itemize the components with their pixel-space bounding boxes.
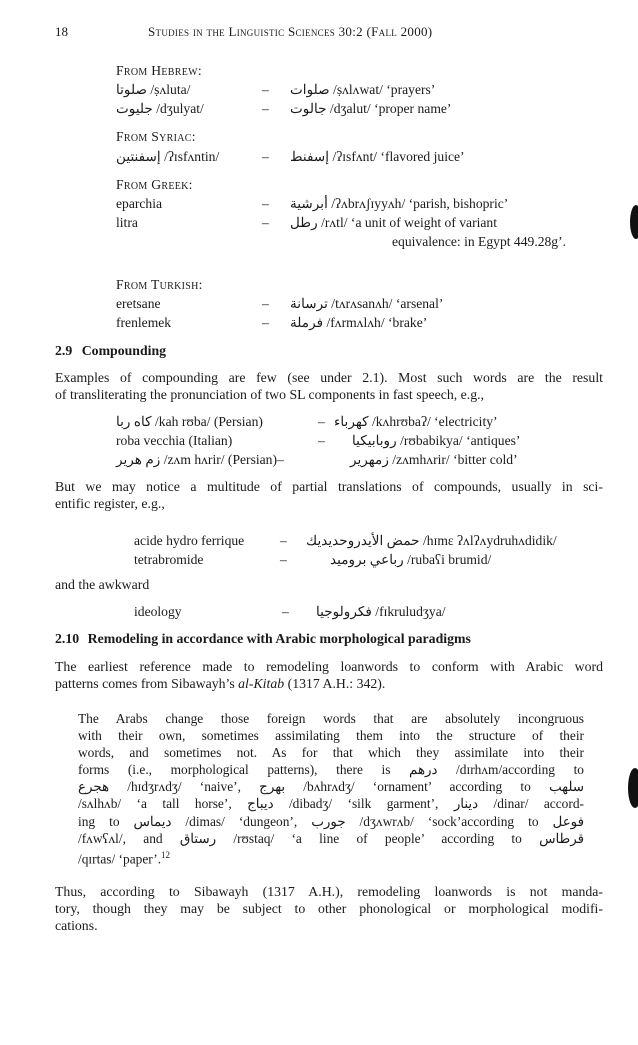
section-title: Compounding	[81, 343, 167, 358]
partial-translation-1-left: acide hydro ferrique	[134, 533, 245, 548]
section-2-10-closing	[55, 883, 603, 935]
quote-line: with their own, sometimes assimilating them into the structure of their	[78, 728, 584, 744]
section-number: 2.9	[55, 343, 73, 358]
dash: –	[262, 149, 269, 164]
dash: –	[262, 296, 269, 311]
hebrew-row-2-left: جليوت /dʒulyat/	[116, 101, 204, 116]
quote-end: /qɪrtas/ ‘paper’.	[78, 851, 162, 867]
quote-line: هجرع /hɪdʒrʌdʒ/ ‘naive’, بهرج /bʌhrʌdʒ/ ‘ornament’ according to سلهب	[78, 779, 584, 795]
text-line: The earliest reference made to remodeling loanwords to conform with Arabic word	[55, 659, 603, 674]
text-line: cations.	[55, 918, 98, 934]
turkish-row-2-left: frenlemek	[116, 315, 172, 330]
syriac-row-1-left: إسفنتين /ʔɪsfʌntin/	[116, 149, 220, 164]
dash: –	[318, 414, 325, 429]
section-2-9-middle	[55, 478, 603, 512]
greek-row-2-right: رطل /rʌtl/ ‘a unit of weight of variant	[290, 215, 498, 230]
section-2-9-heading	[55, 343, 166, 359]
compound-example-3-left: زم هرير /zʌm hʌrir/ (Persian)–	[116, 452, 284, 467]
awkward-line: and the awkward	[55, 577, 150, 592]
footnote-ref: 12	[161, 849, 171, 860]
running-head: Studies in the Linguistic Sciences 30:2 (Fall 2000)	[148, 24, 433, 39]
binding-hole-mark	[630, 205, 638, 239]
compound-example-1-left: كاه ربا /kah rʊba/ (Persian)	[116, 414, 263, 429]
section-2-10-heading	[55, 631, 471, 647]
binding-hole-mark	[628, 768, 638, 808]
greek-row-1-left: eparchia	[116, 196, 163, 211]
section-2-10-intro	[55, 658, 603, 692]
turkish-row-1-right: ترسانة /tʌrʌsanʌh/ ‘arsenal’	[290, 296, 444, 311]
quote-line: ing to ديماس /dimas/ ‘dungeon’, جورب /dʒʌwrʌb/ ‘sock’according to فوعل	[78, 813, 584, 829]
sibawayh-quote	[78, 710, 584, 867]
greek-row-2-left: litra	[116, 215, 138, 230]
text-line: But we may notice a multitude of partial translations of compounds, usually in sci-	[55, 479, 603, 494]
hebrew-row-1-right: صلوات /ṣʌlʌwat/ ‘prayers’	[290, 82, 436, 97]
awkward-example-left: ideology	[134, 604, 182, 619]
awkward-example-right: فكرولوجيا /fɪkruludʒya/	[316, 604, 446, 619]
partial-translation-2-right: رباعي بروميد /rubaʕi brumid/	[330, 552, 492, 567]
hebrew-heading: From Hebrew:	[116, 63, 202, 78]
dash: –	[262, 196, 269, 211]
page-number: 18	[55, 24, 68, 39]
compound-example-3-right: زمهرير /zʌmhʌrir/ ‘bitter cold’	[350, 452, 518, 467]
partial-translation-1-right: حمض الأيدروحديديك /hɪmɛ ʔʌlʔʌydruhʌdidik/	[306, 533, 557, 548]
dash: –	[282, 604, 289, 619]
text-line: Thus, according to Sibawayh (1317 A.H.), remodeling loanwords is not manda-	[55, 884, 603, 899]
quote-line: words, and sometimes not. As for that which they assimilate into their	[78, 745, 584, 761]
dash: –	[280, 533, 287, 548]
text-line: entific register, e.g.,	[55, 496, 165, 512]
section-2-9-intro	[55, 369, 603, 403]
compound-example-2-right: روبابيكيا /rʊbabikya/ ‘antiques’	[352, 433, 521, 448]
syriac-row-1-right: إسفنط /ʔɪsfʌnt/ ‘flavored juice’	[290, 149, 465, 164]
section-number: 2.10	[55, 631, 80, 646]
greek-row-2-continuation: equivalence: in Egypt 449.28g’.	[392, 234, 567, 249]
turkish-row-1-left: eretsane	[116, 296, 161, 311]
dash: –	[262, 315, 269, 330]
text-line: Examples of compounding are few (see under 2.1). Most such words are the result	[55, 370, 603, 385]
text-fragment: patterns comes from Sibawayh’s	[55, 676, 235, 692]
citation: (1317 A.H.: 342).	[284, 676, 386, 692]
work-title: al-Kitab	[238, 676, 285, 692]
text-line: tory, though they may be subject to other phonological or morphological modifi-	[55, 901, 603, 917]
quote-line: forms (i.e., morphological patterns), there is درهم /dɪrhʌm/according to	[78, 762, 584, 778]
section-title: Remodeling in accordance with Arabic morphological paradigms	[87, 631, 471, 646]
dash: –	[262, 101, 269, 116]
text-line	[55, 675, 603, 692]
text-line: of transliterating the pronunciation of two SL components in fast speech, e.g.,	[55, 387, 485, 403]
dash: –	[280, 552, 287, 567]
quote-line	[78, 847, 584, 868]
quote-line: The Arabs change those foreign words that are absolutely incongruous	[78, 711, 584, 726]
greek-row-1-right: أبرشية /ʔʌbrʌʃɪyyʌh/ ‘parish, bishopric’	[290, 196, 509, 211]
compound-example-1-right: كهرباء /kʌhrʊbaʔ/ ‘electricity’	[334, 414, 498, 429]
dash: –	[262, 82, 269, 97]
greek-heading: From Greek:	[116, 177, 193, 192]
syriac-heading: From Syriac:	[116, 129, 196, 144]
quote-line: /fʌwʕʌl/, and رستاق /rʊstaq/ ‘a line of people’ according to قرطاس	[78, 830, 584, 846]
hebrew-row-1-left: صلوتا /ṣʌluta/	[116, 82, 191, 97]
turkish-heading: From Turkish:	[116, 277, 203, 292]
hebrew-row-2-right: جالوت /dʒalut/ ‘proper name’	[290, 101, 452, 116]
partial-translation-2-left: tetrabromide	[134, 552, 204, 567]
quote-line: /sʌlhʌb/ ‘a tall horse’, ديباج /dibadʒ/ ‘silk garment’, دينار /dinar/ accord-	[78, 796, 584, 812]
dash: –	[318, 433, 325, 448]
dash: –	[262, 215, 269, 230]
compound-example-2-left: roba vecchia (Italian)	[116, 433, 233, 448]
turkish-row-2-right: فرملة /fʌrmʌlʌh/ ‘brake’	[290, 315, 428, 330]
